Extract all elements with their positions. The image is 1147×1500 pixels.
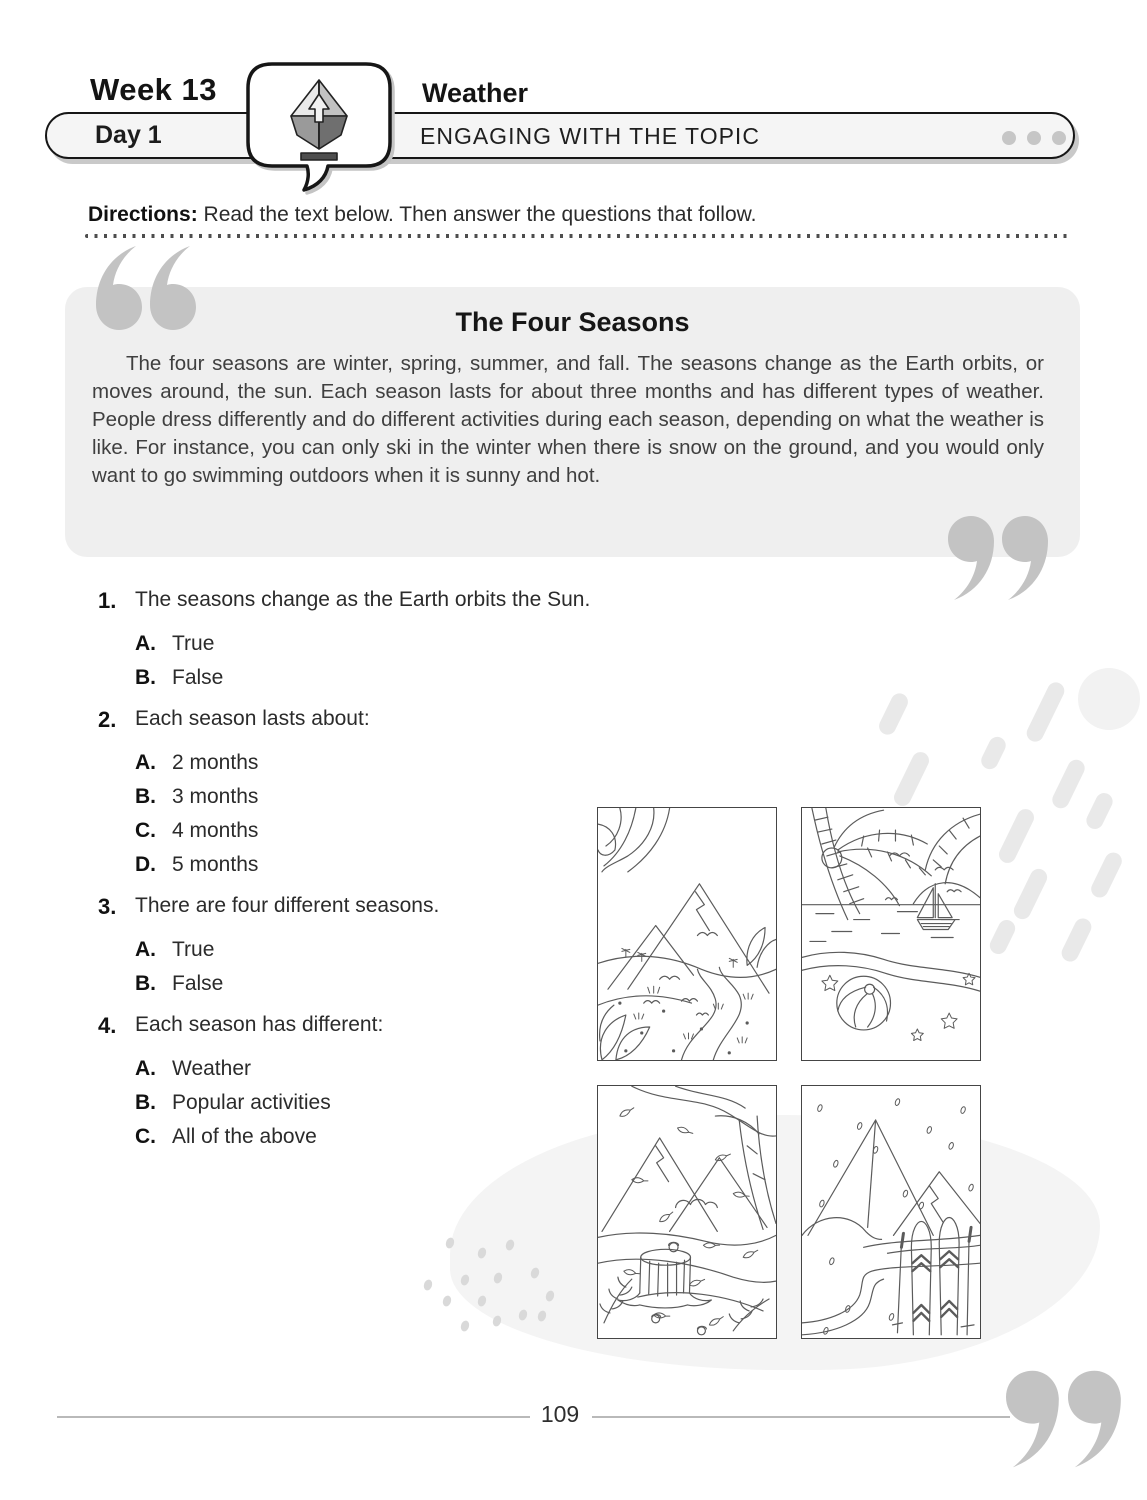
answer-option: B. False [135,666,224,689]
topic-title: Weather [422,78,529,108]
question-text: There are four different seasons. [135,894,440,917]
answer-option: A. True [135,938,215,961]
question-list [98,588,598,1166]
grass-tufts [634,986,753,1043]
answer-option: B. 3 months [135,785,259,808]
day-label: Day 1 [95,121,162,149]
footer-rule-right [592,1416,1010,1418]
question-number: 1. [98,588,117,613]
question-text: Each season has different: [135,1013,384,1036]
footer-rule-left [57,1416,530,1418]
dots-cluster-decoration [415,1233,565,1343]
question-number: 2. [98,707,117,732]
page-number: 109 [540,1401,580,1427]
passage-title: The Four Seasons [455,307,690,337]
answer-option: A. Weather [135,1057,251,1080]
answer-option: B. False [135,972,224,995]
dot-icon [1052,131,1066,145]
question-number: 3. [98,894,117,919]
open-quote-icon [88,242,196,334]
passage-body: The four seasons are winter, spring, summer, and fall. The seasons change as the Earth orbits, or moves around, the sun. Each season lasts for about three months and has different types of weather. People dress differently and do different activities during each season, depending on what the weather is like. For instance, you can only ski in the winter when there is snow on the ground, and you would only want to go swimming outdoors when it is sunny and hot. [92,352,1044,487]
question-number: 4. [98,1013,117,1038]
dot-icon [1002,131,1016,145]
dotted-divider [85,234,1070,238]
question-2 [98,707,598,877]
directions-text: Directions: Read the text below. Then answer the questions that follow. [88,203,757,226]
question-4 [98,1013,598,1149]
directions-label: Directions: [88,203,198,226]
speech-bubble-pen-nib-icon [238,58,408,193]
illustration-spring-meadow [597,807,777,1061]
footer-close-quote-icon [1006,1366,1130,1472]
question-text: The seasons change as the Earth orbits the Sun. [135,588,591,611]
question-text: Each season lasts about: [135,707,370,730]
illustration-winter-skis [801,1085,981,1339]
question-1 [98,588,598,690]
answer-option: C. 4 months [135,819,259,842]
illustration-summer-beach [801,807,981,1061]
week-label: Week 13 [90,72,218,107]
close-quote-icon [948,512,1056,604]
snow-specks [817,1098,974,1335]
answer-option: A. True [135,632,215,655]
answer-option: B. Popular activities [135,1091,331,1114]
illustration-fall-stump [597,1085,777,1339]
answer-option: C. All of the above [135,1125,317,1148]
answer-option: A. 2 months [135,751,259,774]
answer-option: D. 5 months [135,853,259,876]
question-3 [98,894,598,996]
ellipsis-dots-icon [1002,131,1066,145]
dot-icon [1027,131,1041,145]
lesson-type-label: ENGAGING WITH THE TOPIC [420,123,760,149]
